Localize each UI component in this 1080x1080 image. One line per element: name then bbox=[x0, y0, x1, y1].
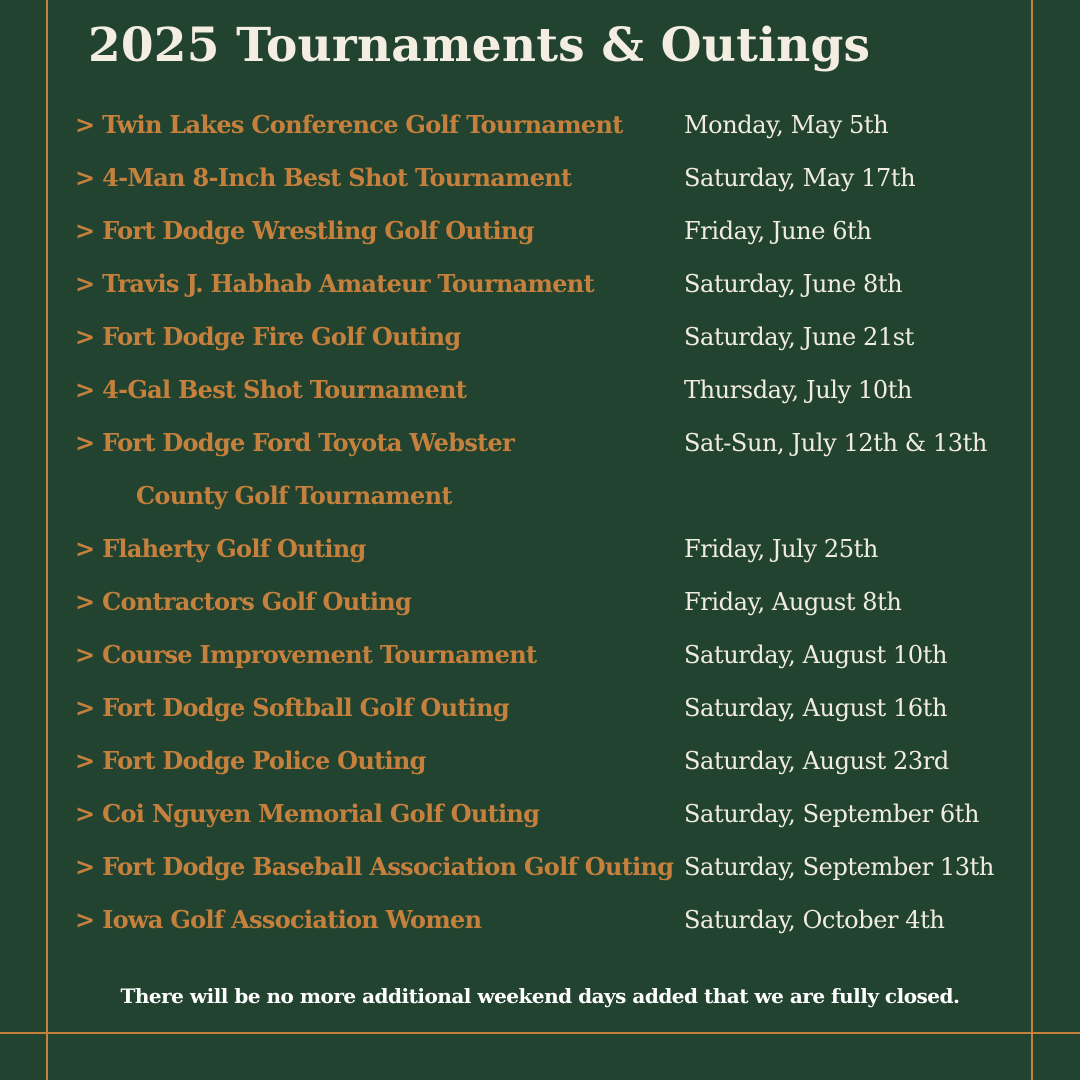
event-date: Saturday, August 23rd bbox=[684, 747, 949, 775]
event-name: > Fort Dodge Police Outing bbox=[75, 746, 426, 775]
event-date: Monday, May 5th bbox=[684, 111, 889, 139]
event-name: > Contractors Golf Outing bbox=[75, 587, 412, 616]
event-name: > Twin Lakes Conference Golf Tournament bbox=[75, 110, 623, 139]
event-name: > Course Improvement Tournament bbox=[75, 640, 537, 669]
event-name: > 4-Man 8-Inch Best Shot Tournament bbox=[75, 163, 572, 192]
event-name-continued: County Golf Tournament bbox=[136, 481, 452, 510]
event-name: > Fort Dodge Ford Toyota Webster bbox=[75, 428, 515, 457]
page-title: 2025 Tournaments & Outings bbox=[88, 18, 871, 73]
event-name: > Flaherty Golf Outing bbox=[75, 534, 366, 563]
event-name: > Coi Nguyen Memorial Golf Outing bbox=[75, 799, 540, 828]
event-date: Saturday, August 10th bbox=[684, 641, 948, 669]
event-date: Saturday, May 17th bbox=[684, 164, 916, 192]
footer-note: There will be no more additional weekend days added that we are fully closed. bbox=[120, 984, 960, 1008]
event-name: > 4-Gal Best Shot Tournament bbox=[75, 375, 467, 404]
event-date: Saturday, August 16th bbox=[684, 694, 948, 722]
event-date: Sat-Sun, July 12th & 13th bbox=[684, 429, 987, 457]
event-name: > Fort Dodge Wrestling Golf Outing bbox=[75, 216, 534, 245]
event-date: Saturday, October 4th bbox=[684, 906, 945, 934]
event-date: Saturday, June 21st bbox=[684, 323, 914, 351]
event-date: Saturday, June 8th bbox=[684, 270, 903, 298]
event-date: Friday, June 6th bbox=[684, 217, 872, 245]
event-date: Friday, July 25th bbox=[684, 535, 878, 563]
event-date: Saturday, September 13th bbox=[684, 853, 994, 881]
event-name: > Fort Dodge Fire Golf Outing bbox=[75, 322, 461, 351]
event-name: > Fort Dodge Baseball Association Golf Outing bbox=[75, 852, 674, 881]
event-date: Thursday, July 10th bbox=[684, 376, 912, 404]
event-date: Friday, August 8th bbox=[684, 588, 902, 616]
event-name: > Travis J. Habhab Amateur Tournament bbox=[75, 269, 594, 298]
event-name: > Fort Dodge Softball Golf Outing bbox=[75, 693, 509, 722]
event-name: > Iowa Golf Association Women bbox=[75, 905, 482, 934]
event-date: Saturday, September 6th bbox=[684, 800, 980, 828]
